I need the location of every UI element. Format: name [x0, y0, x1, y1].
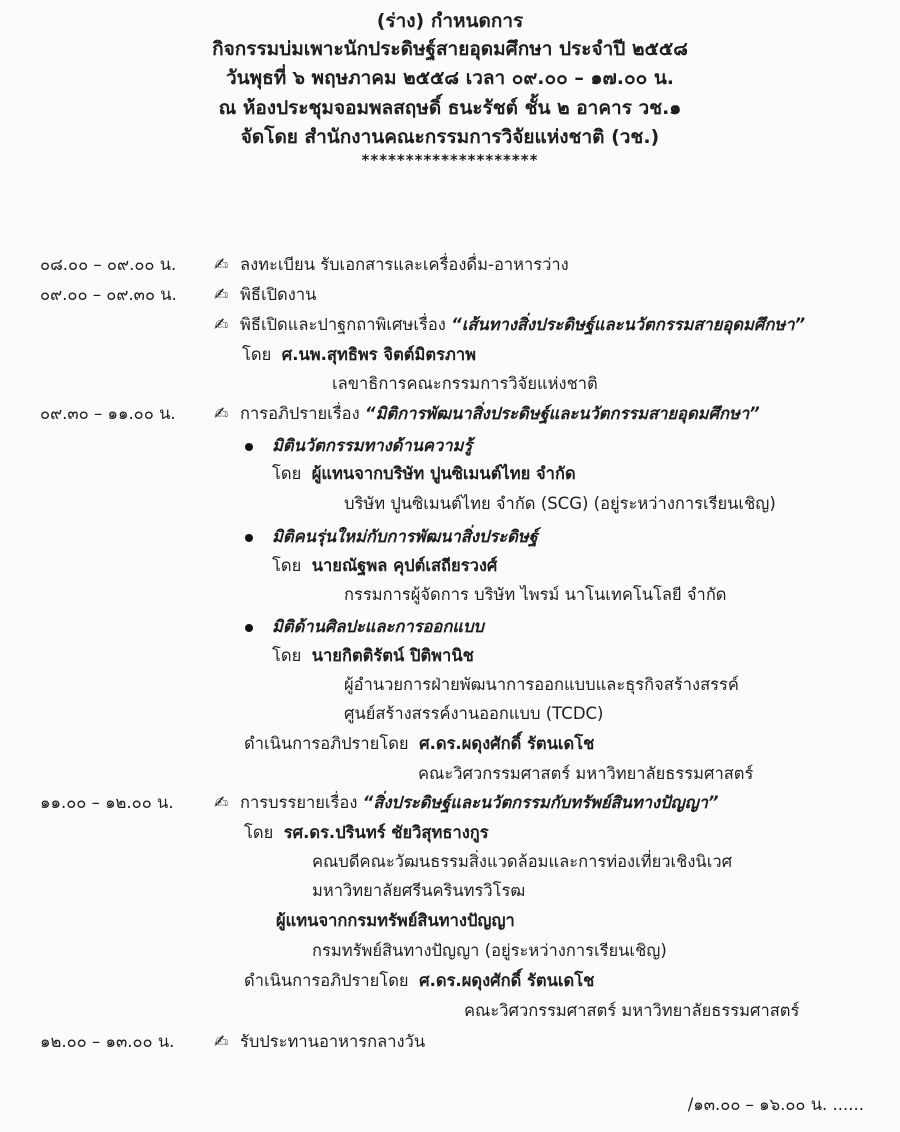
by-label: โดย — [272, 464, 302, 483]
bullet-icon — [245, 443, 253, 451]
header-draft-title: (ร่าง) กำหนดการ — [376, 10, 524, 32]
speaker-position: กรรมการผู้จัดการ บริษัท ไพรม์ นาโนเทคโนโลยี จำกัด — [344, 585, 727, 604]
speaker-position: เลขาธิการคณะกรรมการวิจัยแห่งชาติ — [332, 374, 598, 393]
moderator-name: ศ.ดร.ผดุงศักดิ์ รัตนเดโช — [419, 971, 595, 990]
session2-speaker — [242, 344, 476, 366]
speaker-name: รศ.ดร.ปรินทร์ ชัยวิสุทธางกูร — [283, 823, 489, 842]
session4-title-line — [240, 792, 719, 814]
by-label: โดย — [244, 823, 274, 842]
moderator-position: คณะวิศวกรรมศาสตร์ มหาวิทยาลัยธรรมศาสตร์ — [418, 764, 754, 783]
panel-speaker — [272, 645, 474, 667]
header-venue: ณ ห้องประชุมจอมพลสฤษดิ์ ธนะรัชต์ ชั้น ๒ อาคาร วช.๑ — [218, 97, 682, 119]
keynote-title: “เส้นทางสิ่งประดิษฐ์และนวัตกรรมสายอุดมศึกษา” — [451, 315, 806, 334]
by-label: โดย — [272, 646, 302, 665]
speaker-name: นายณัฐพล คุปต์เสถียรวงศ์ — [311, 556, 498, 575]
header-divider: ******************** — [361, 151, 539, 169]
continuation-note: /๑๓.๐๐ – ๑๖.๐๐ น. ...... — [687, 1095, 864, 1114]
panel-moderator — [244, 733, 594, 755]
lecture-speaker — [244, 822, 489, 844]
writing-hand-icon: ✍ — [214, 793, 229, 813]
panel-speaker — [272, 463, 576, 485]
writing-hand-icon: ✍ — [214, 404, 229, 424]
speaker-position: กรมทรัพย์สินทางปัญญา (อยู่ระหว่างการเรียนเชิญ) — [312, 941, 667, 960]
speaker-position: คณบดีคณะวัฒนธรรมสิ่งแวดล้อมและการท่องเที่ยวเชิงนิเวศ — [312, 852, 733, 871]
speaker-name: ผู้แทนจากกรมทรัพย์สินทางปัญญา — [276, 911, 515, 930]
writing-hand-icon: ✍ — [214, 285, 229, 305]
by-label: โดย — [272, 556, 302, 575]
bullet-icon — [245, 624, 253, 632]
panel-speaker — [272, 555, 497, 577]
session1-time: ๐๘.๐๐ – ๐๙.๐๐ น. — [40, 255, 177, 274]
moderator-position: คณะวิศวกรรมศาสตร์ มหาวิทยาลัยธรรมศาสตร์ — [464, 1001, 800, 1020]
bullet-icon — [245, 534, 253, 542]
writing-hand-icon: ✍ — [214, 1032, 229, 1052]
by-label: โดย — [242, 345, 272, 364]
session2-keynote — [240, 314, 805, 336]
session2-time: ๐๙.๐๐ – ๐๙.๓๐ น. — [40, 285, 177, 304]
session4-time: ๑๑.๐๐ – ๑๒.๐๐ น. — [40, 793, 174, 812]
lecture-title: “สิ่งประดิษฐ์และนวัตกรรมกับทรัพย์สินทางปัญญา” — [362, 793, 719, 812]
keynote-prefix: พิธีเปิดและปาฐกถาพิเศษเรื่อง — [240, 315, 446, 334]
writing-hand-icon: ✍ — [214, 255, 229, 275]
speaker-name: ศ.นพ.สุทธิพร จิตต์มิตรภาพ — [281, 345, 476, 364]
session1-text: ลงทะเบียน รับเอกสารและเครื่องดื่ม-อาหารว่าง — [240, 255, 569, 274]
panel-topic: มิติด้านศิลปะและการออกแบบ — [272, 617, 484, 636]
writing-hand-icon: ✍ — [214, 315, 229, 335]
header-event-name: กิจกรรมบ่มเพาะนักประดิษฐ์สายอุดมศึกษา ประจำปี ๒๕๕๘ — [212, 38, 688, 60]
session3-time: ๐๙.๓๐ – ๑๑.๐๐ น. — [40, 404, 176, 423]
panel-title: “มิติการพัฒนาสิ่งประดิษฐ์และนวัตกรรมสายอุดมศึกษา” — [364, 404, 760, 423]
panel-topic: มิติคนรุ่นใหม่กับการพัฒนาสิ่งประดิษฐ์ — [272, 527, 538, 546]
header-date-time: วันพุธที่ ๖ พฤษภาคม ๒๕๕๘ เวลา ๐๙.๐๐ – ๑๗.๐๐ น. — [225, 67, 675, 89]
session5-time: ๑๒.๐๐ – ๑๓.๐๐ น. — [40, 1032, 175, 1051]
speaker-position: ผู้อำนวยการฝ่ายพัฒนาการออกแบบและธุรกิจสร้างสรรค์ — [344, 675, 739, 694]
session2-text: พิธีเปิดงาน — [240, 285, 317, 304]
speaker-name: ผู้แทนจากบริษัท ปูนซิเมนต์ไทย จำกัด — [311, 464, 576, 483]
moderator-label: ดำเนินการอภิปรายโดย — [244, 971, 409, 990]
lecture-prefix: การบรรยายเรื่อง — [240, 793, 358, 812]
speaker-position: บริษัท ปูนซิเมนต์ไทย จำกัด (SCG) (อยู่ระหว่างการเรียนเชิญ) — [344, 494, 776, 513]
session5-text: รับประทานอาหารกลางวัน — [240, 1032, 426, 1051]
speaker-organization: ศูนย์สร้างสรรค์งานออกแบบ (TCDC) — [344, 704, 604, 723]
moderator-label: ดำเนินการอภิปรายโดย — [244, 734, 409, 753]
speaker-name: นายกิตติรัตน์ ปิติพานิช — [311, 646, 474, 665]
speaker-organization: มหาวิทยาลัยศรีนครินทรวิโรฒ — [312, 881, 526, 900]
moderator-name: ศ.ดร.ผดุงศักดิ์ รัตนเดโช — [419, 734, 595, 753]
panel-topic: มิตินวัตกรรมทางด้านความรู้ — [272, 436, 473, 455]
lecture-moderator — [244, 970, 594, 992]
panel-prefix: การอภิปรายเรื่อง — [240, 404, 360, 423]
header-organizer: จัดโดย สำนักงานคณะกรรมการวิจัยแห่งชาติ (วช.) — [240, 126, 660, 148]
session3-title-line — [240, 403, 760, 425]
